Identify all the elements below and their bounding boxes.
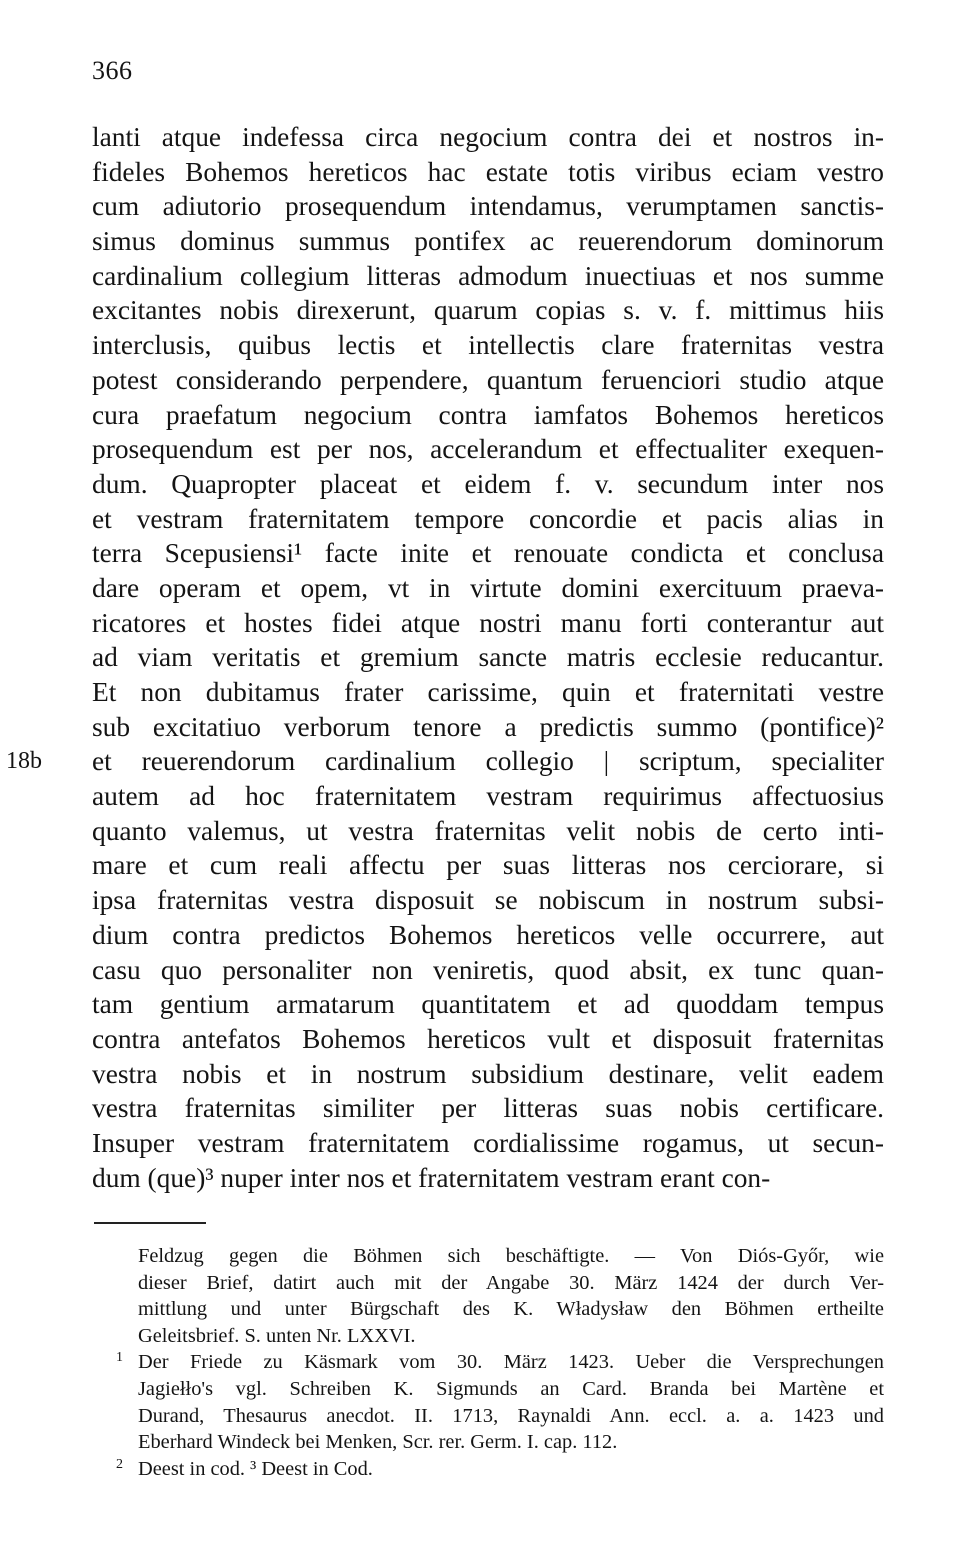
- footnote-line: Geleitsbrief. S. unten Nr. LXXVI.: [138, 1324, 416, 1347]
- body-line: ipsa fraternitas vestra disposuit se nobiscum in nostrum subsi-: [92, 885, 884, 916]
- footnotes: [116, 1243, 884, 1482]
- body-line: excitantes nobis direxerunt, quarum copias s. v. f. mittimus hiis: [92, 295, 884, 326]
- body-line: autem ad hoc fraternitatem vestram requirimus affectuosius: [92, 781, 884, 812]
- body-line: dium contra predictos Bohemos hereticos velle occurrere, aut: [92, 919, 884, 950]
- body-line: Et non dubitamus frater carissime, quin et fraternitati vestre: [92, 677, 884, 707]
- footnote-mark: 1: [116, 1350, 123, 1366]
- body-line: quanto valemus, ut vestra fraternitas velit nobis de certo inti-: [92, 815, 884, 846]
- body-line: ricatores et hostes fidei atque nostri manu forti conterantur aut: [92, 607, 884, 638]
- body-text: [6, 120, 884, 1195]
- body-line: lanti atque indefessa circa negocium contra dei et nostros in-: [92, 122, 884, 152]
- body-line: et vestram fraternitatem tempore concordie et pacis alias in: [92, 503, 884, 534]
- body-line: tam gentium armatarum quantitatem et ad quoddam tempus: [92, 989, 884, 1020]
- body-line: fideles Bohemos hereticos hac estate totis viribus eciam vestro: [92, 156, 884, 187]
- footnote-line: Feldzug gegen die Böhmen sich beschäftigte. — Von Diós-Győr, wie: [138, 1245, 884, 1267]
- body-line: prosequendum est per nos, accelerandum et effectualiter exequen-: [92, 434, 884, 465]
- body-line: mare et cum reali affectu per suas litteras nos cerciorare, si: [92, 850, 884, 881]
- body-line: dare operam et opem, vt in virtute domini exercituum praeva-: [92, 572, 884, 603]
- footnote-line: Durand, Thesaurus anecdot. II. 1713, Raynaldi Ann. eccl. a. a. 1423 und: [138, 1404, 884, 1427]
- footnote-line: 1 Der Friede zu Käsmark vom 30. März 1423. Ueber die Versprechungen: [138, 1349, 884, 1376]
- footnote-line: 2 Deest in cod. ³ Deest in Cod.: [138, 1456, 884, 1483]
- body-line: terra Scepusiensi¹ facte inite et renouate condicta et conclusa: [92, 538, 884, 569]
- body-line: Insuper vestram fraternitatem cordialissime rogamus, ut secun-: [92, 1127, 884, 1158]
- body-line: ad viam veritatis et gremium sancte matris ecclesie reducantur.: [92, 642, 884, 673]
- footnote-mark: 2: [116, 1456, 123, 1472]
- margin-note: 18b: [6, 748, 42, 775]
- footnote-line: mittlung und unter Bürgschaft des K. Władysław den Böhmen ertheilte: [138, 1298, 884, 1321]
- footnote-divider: [94, 1222, 206, 1224]
- footnote-line: Eberhard Windeck bei Menken, Scr. rer. Germ. I. cap. 112.: [138, 1431, 618, 1454]
- body-line: dum (que)³ nuper inter nos et fraternitatem vestram erant con-: [92, 1162, 771, 1193]
- body-line: potest considerando perpendere, quantum feruenciori studio atque: [92, 364, 884, 395]
- footnote-line: Jagiełło's vgl. Schreiben K. Sigmunds an Card. Branda bei Martène et: [138, 1377, 884, 1400]
- body-line: sub excitatiuo verborum tenore a predictis summo (pontifice)²: [92, 711, 884, 742]
- body-line: casu quo personaliter non veniretis, quod absit, ex tunc quan-: [92, 954, 884, 985]
- body-line: contra antefatos Bohemos hereticos vult et disposuit fraternitas: [92, 1023, 884, 1054]
- body-line: vestra fraternitas similiter per litteras suas nobis certificare.: [92, 1093, 884, 1124]
- body-line: 18b et reuerendorum cardinalium collegio | scriptum, specialiter: [92, 744, 884, 779]
- body-line: cura praefatum negocium contra iamfatos Bohemos hereticos: [92, 399, 884, 430]
- footnote-line: dieser Brief, datirt auch mit der Angabe 30. März 1424 der durch Ver-: [138, 1271, 884, 1294]
- body-line: dum. Quapropter placeat et eidem f. v. secundum inter nos: [92, 468, 884, 499]
- body-line: cum adiutorio prosequendum intendamus, verumptamen sanctis-: [92, 191, 884, 222]
- body-line: vestra nobis et in nostrum subsidium destinare, velit eadem: [92, 1058, 884, 1089]
- page-number: 366: [92, 56, 133, 85]
- body-line: simus dominus summus pontifex ac reuerendorum dominorum: [92, 226, 884, 257]
- body-line: interclusis, quibus lectis et intellectis clare fraternitas vestra: [92, 330, 884, 361]
- body-line: cardinalium collegium litteras admodum inuectiuas et nos summe: [92, 260, 884, 291]
